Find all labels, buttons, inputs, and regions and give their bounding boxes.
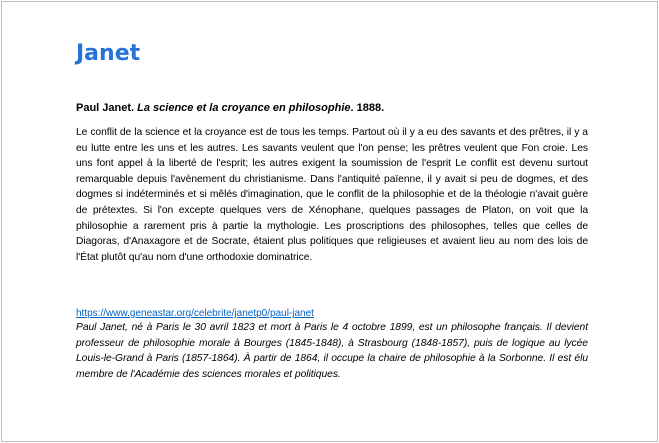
citation bbox=[76, 101, 384, 115]
quote-paragraph: Le conflit de la science et la croyance est de tous les temps. Partout où il y a eu des savants et des prêtres, il y a eu lutte entre les uns et les autres. Les savants veulent que l'on pense; les prêtres veulent que Fon croie. Les uns font appel à la liberté de l'esprit; les autres exigent la soumission de l'esprit Le conflit est devenu surtout remarquable depuis l'avènement du christianisme. Dans l'antiquité païenne, il y avait si peu de dogmes, et des dogmes si indéterminés et si mêlés d'imagination, que le conflit de la philosophie et de la théologie n'avait guère de prétextes. Si l'on excepte quelques vers de Xénophane, quelques passages de Platon, on voit que la philosophie a rarement pris à partie la mythologie. Les proscriptions des philosophes, telles que celles de Diagoras, d'Anaxagore et de Socrate, étaient plus politiques que religieuses et avaient lieu au nom des lois de l'État plutôt qu'au nom d'une orthodoxie dominatrice. bbox=[76, 127, 588, 263]
biography-paragraph: Paul Janet, né à Paris le 30 avril 1823 et mort à Paris le 4 octobre 1899, est un philosophe français. Il devient professeur de philosophie morale à Bourges (1845-1848), à Strasbourg (1848-1857), puis de logique au lycée Louis-le-Grand à Paris (1857-1864). À partir de 1864, il occupe la chaire de philosophie à la Sorbonne. Il est élu membre de l'Académie des sciences morales et politiques. bbox=[76, 322, 588, 380]
citation-author: Paul Janet. bbox=[76, 102, 138, 114]
document-page bbox=[1, 1, 658, 442]
citation-year: . 1888. bbox=[350, 102, 385, 114]
citation-book-title: La science et la croyance en philosophie bbox=[137, 102, 351, 114]
page-title: Janet bbox=[76, 41, 141, 66]
source-link[interactable]: https://www.geneastar.org/celebrite/janetp0/paul-janet bbox=[76, 308, 314, 319]
